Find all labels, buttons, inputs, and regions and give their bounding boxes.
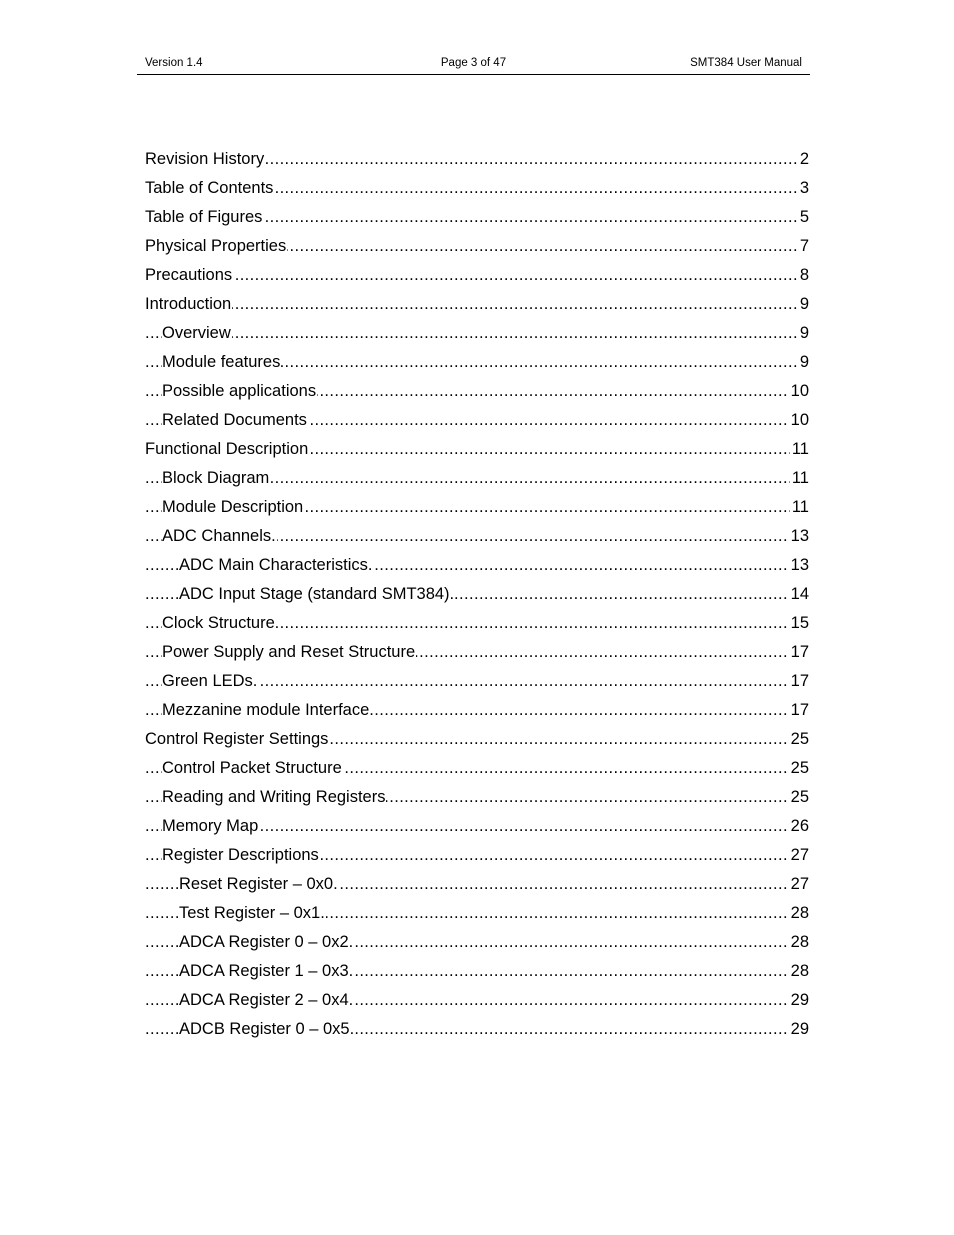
toc-entry[interactable] <box>145 638 809 667</box>
toc-entry[interactable] <box>145 174 809 203</box>
toc-entry-page-number: 9 <box>798 290 809 319</box>
toc-entry-page-number: 3 <box>798 174 809 203</box>
toc-entry[interactable] <box>145 203 809 232</box>
toc-entry-page-number: 17 <box>789 696 809 725</box>
toc-entry[interactable] <box>145 754 809 783</box>
toc-entry-title: Introduction <box>145 295 232 313</box>
toc-entry-title: ADCA Register 2 – 0x4. <box>179 991 354 1009</box>
toc-entry[interactable] <box>145 783 809 812</box>
toc-entry[interactable] <box>145 1015 809 1044</box>
toc-entry-title: Mezzanine module Interface <box>162 701 370 719</box>
toc-entry-title: Reset Register – 0x0. <box>179 875 338 893</box>
toc-entry-title: Precautions <box>145 266 233 284</box>
toc-entry-title: Clock Structure <box>162 614 275 632</box>
toc-entry-title: ADCA Register 1 – 0x3. <box>179 962 354 980</box>
toc-entry-title: Control Register Settings <box>145 730 329 748</box>
toc-entry-page-number: 26 <box>789 812 809 841</box>
toc-entry[interactable] <box>145 870 809 899</box>
toc-entry-title: ADC Channels. <box>162 527 276 545</box>
toc-entry-title: Reading and Writing Registers <box>162 788 386 806</box>
toc-entry-title: ADCB Register 0 – 0x5. <box>179 1020 355 1038</box>
toc-entry-title: Possible applications <box>162 382 317 400</box>
toc-entry-page-number: 25 <box>789 754 809 783</box>
page-number: Page 3 of 47 <box>440 57 507 69</box>
toc-entry[interactable] <box>145 551 809 580</box>
toc-entry[interactable] <box>145 986 809 1015</box>
toc-entry-title: ADCA Register 0 – 0x2. <box>179 933 354 951</box>
toc-entry-page-number: 13 <box>789 522 809 551</box>
toc-entry-page-number: 17 <box>789 667 809 696</box>
toc-entry-title: ADC Main Characteristics. <box>179 556 373 574</box>
toc-entry-title: Physical Properties <box>145 237 287 255</box>
toc-entry-page-number: 17 <box>789 638 809 667</box>
toc-entry[interactable] <box>145 580 809 609</box>
toc-entry-page-number: 29 <box>789 1015 809 1044</box>
toc-entry[interactable] <box>145 232 809 261</box>
toc-entry[interactable] <box>145 725 809 754</box>
toc-entry[interactable] <box>145 841 809 870</box>
toc-entry[interactable] <box>145 319 809 348</box>
toc-entry[interactable] <box>145 522 809 551</box>
toc-entry[interactable] <box>145 435 809 464</box>
toc-entry-title: Control Packet Structure <box>162 759 342 777</box>
toc-entry-page-number: 7 <box>798 232 809 261</box>
toc-entry[interactable] <box>145 899 809 928</box>
toc-entry-title: Test Register – 0x1. <box>179 904 325 922</box>
toc-entry[interactable] <box>145 290 809 319</box>
toc-entry-page-number: 25 <box>789 783 809 812</box>
toc-entry-page-number: 11 <box>790 435 809 464</box>
toc-entry[interactable] <box>145 812 809 841</box>
toc-entry-page-number: 15 <box>789 609 809 638</box>
toc-entry-title: ADC Input Stage (standard SMT384). <box>179 585 455 603</box>
toc-entry-title: Functional Description <box>145 440 309 458</box>
toc-entry-title: Revision History <box>145 150 265 168</box>
toc-entry-title: Block Diagram <box>162 469 270 487</box>
table-of-contents <box>145 145 809 1044</box>
toc-entry-title: Table of Figures <box>145 208 263 226</box>
toc-entry-page-number: 2 <box>798 145 809 174</box>
toc-entry-title: Table of Contents <box>145 179 274 197</box>
toc-entry[interactable] <box>145 696 809 725</box>
toc-entry-title: Related Documents <box>162 411 307 429</box>
toc-entry-page-number: 25 <box>789 725 809 754</box>
toc-entry-title: Power Supply and Reset Structure <box>162 643 416 661</box>
toc-entry-title: Register Descriptions <box>162 846 319 864</box>
document-title: SMT384 User Manual <box>690 57 802 69</box>
toc-entry[interactable] <box>145 261 809 290</box>
toc-entry-page-number: 14 <box>789 580 809 609</box>
toc-entry-page-number: 5 <box>798 203 809 232</box>
toc-entry-title: Module Description <box>162 498 304 516</box>
toc-entry-page-number: 9 <box>798 348 809 377</box>
toc-entry-page-number: 9 <box>798 319 809 348</box>
toc-entry-page-number: 11 <box>790 464 809 493</box>
toc-entry-page-number: 10 <box>789 406 809 435</box>
toc-entry[interactable] <box>145 145 809 174</box>
toc-entry[interactable] <box>145 377 809 406</box>
toc-entry-page-number: 29 <box>789 986 809 1015</box>
toc-entry-page-number: 13 <box>789 551 809 580</box>
toc-entry[interactable] <box>145 464 809 493</box>
toc-entry-page-number: 11 <box>790 493 809 522</box>
toc-entry-page-number: 8 <box>798 261 809 290</box>
page-header <box>137 56 810 75</box>
toc-entry-page-number: 28 <box>789 928 809 957</box>
toc-entry[interactable] <box>145 609 809 638</box>
toc-entry-page-number: 28 <box>789 899 809 928</box>
toc-entry-page-number: 10 <box>789 377 809 406</box>
toc-entry[interactable] <box>145 493 809 522</box>
toc-entry-page-number: 27 <box>789 870 809 899</box>
toc-entry[interactable] <box>145 667 809 696</box>
toc-entry[interactable] <box>145 348 809 377</box>
toc-entry-title: Memory Map <box>162 817 259 835</box>
toc-entry[interactable] <box>145 928 809 957</box>
toc-entry-title: Overview <box>162 324 231 342</box>
toc-entry[interactable] <box>145 406 809 435</box>
toc-entry-title: Green LEDs. <box>162 672 258 690</box>
toc-entry-page-number: 27 <box>789 841 809 870</box>
toc-entry-title: Module features <box>162 353 281 371</box>
document-version: Version 1.4 <box>145 57 203 69</box>
toc-entry-page-number: 28 <box>789 957 809 986</box>
toc-entry[interactable] <box>145 957 809 986</box>
